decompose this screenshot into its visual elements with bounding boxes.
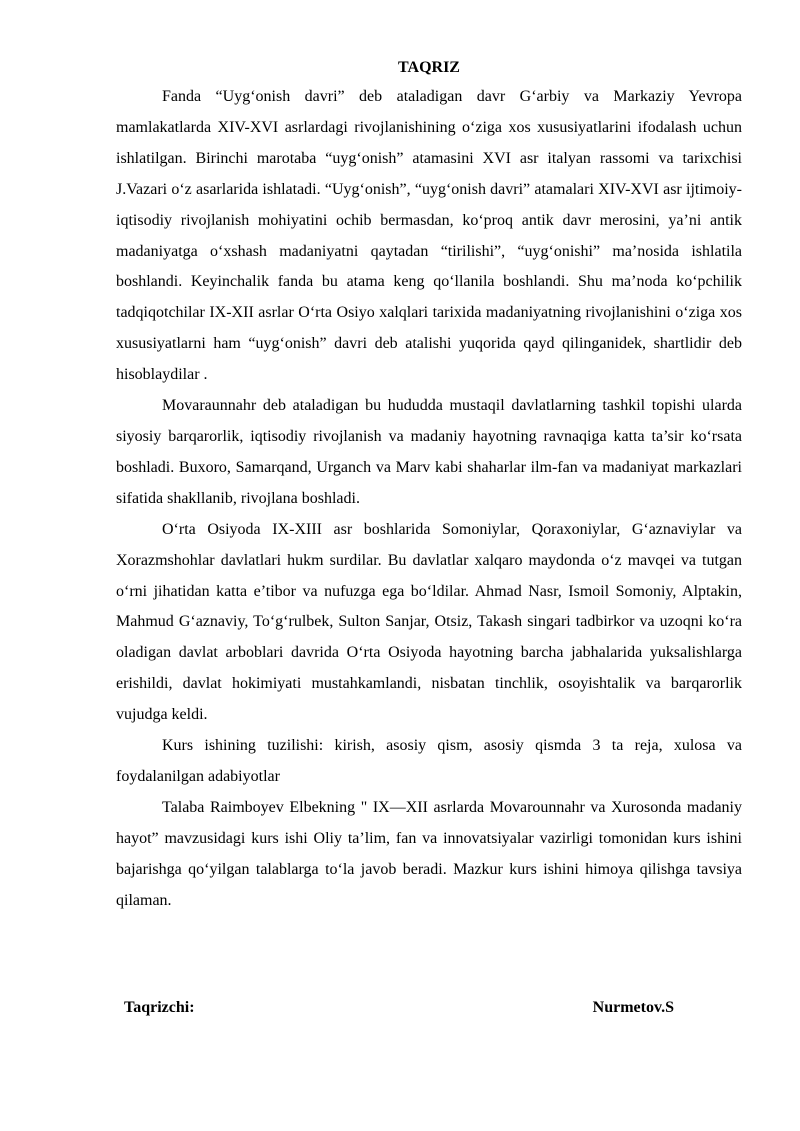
- signature-block: [124, 996, 674, 1020]
- paragraph-recommendation: Talaba Raimboyev Elbekning " IX—XII asrlarda Movarounnahr va Xurosonda madaniy hayot” mavzusidagi kurs ishi Oliy ta’lim, fan va innovatsiyalar vazirligi tomonidan kurs ishini bajarishga qo‘yilgan talablarga to‘la javob beradi. Mazkur kurs ishini himoya qilishga tavsiya qilaman.: [116, 798, 742, 909]
- paragraph-movarounnahr: Movaraunnahr deb ataladigan bu hududda mustaqil davlatlarning tashkil topishi ularda siyosiy barqarorlik, iqtisodiy rivojlanish va madaniy hayotning ravnaqiga katta ta’sir ko‘rsata boshladi. Buxoro, Samarqand, Urganch va Marv kabi shaharlar ilm-fan va madaniyat markazlari sifatida shakllanib, rivojlana boshladi.: [116, 397, 742, 507]
- paragraph-renaissance-term: Fanda “Uyg‘onish davri” deb ataladigan davr G‘arbiy va Markaziy Yevropa mamlakatlarda XIV-XVI asrlardagi rivojlanishining o‘ziga xos xususiyatlarini ifodalash uchun ishlatilgan. Birinchi marotaba “uyg‘onish” atamasini XVI asr italyan rassomi va tarixchisi J.Vazari o‘z asarlarida ishlatadi. “Uyg‘onish”, “uyg‘onish davri” atamalari XIV-XVI asr ijtimoiy-iqtisodiy rivojlanish mohiyatini ochib bermasdan, ko‘proq antik davr merosini, ya’ni antik madaniyatga o‘xshash madaniyatni qaytadan “tirilishi”, “uyg‘onishi” ma’nosida ishlatila boshlandi. Keyinchalik fanda bu atama keng qo‘llanila boshlandi. Shu ma’noda ko‘pchilik tadqiqotchilar IX-XII asrlar O‘rta Osiyo xalqlari tarixida madaniyatning rivojlanishini o‘ziga xos xususiyatlarni ham “uyg‘onish” davri deb atalishi yuqorida qayd qilinganidek, shartlidir deb hisoblaydilar .: [116, 88, 742, 384]
- paragraph-dynasties: O‘rta Osiyoda IX-XIII asr boshlarida Somoniylar, Qoraxoniylar, G‘aznaviylar va Xorazmshohlar davlatlari hukm surdilar. Bu davlatlar xalqaro maydonda o‘z mavqei va tutgan o‘rni jihatidan katta e’tibor va nufuzga ega bo‘ldilar. Ahmad Nasr, Ismoil Somoniy, Alptakin, Mahmud G‘aznaviy, To‘g‘rulbek, Sulton Sanjar, Otsiz, Takash singari tadbirkor va uzoqni ko‘ra oladigan davlat arboblari davrida O‘rta Osiyoda hayotning barcha jabhalarida yuksalishlarga erishildi, davlat hokimiyati mustahkamlandi, nisbatan tinchlik, osoyishtalik va barqarorlik vujudga keldi.: [116, 520, 742, 724]
- paragraph-course-structure: Kurs ishining tuzilishi: kirish, asosiy qism, asosiy qismda 3 ta reja, xulosa va foydalanilgan adabiyotlar: [116, 737, 742, 785]
- document-title: TAQRIZ: [398, 59, 460, 76]
- reviewer-label: Taqrizchi:: [124, 999, 195, 1016]
- reviewer-name: Nurmetov.S: [592, 999, 674, 1016]
- document-page: [116, 56, 742, 916]
